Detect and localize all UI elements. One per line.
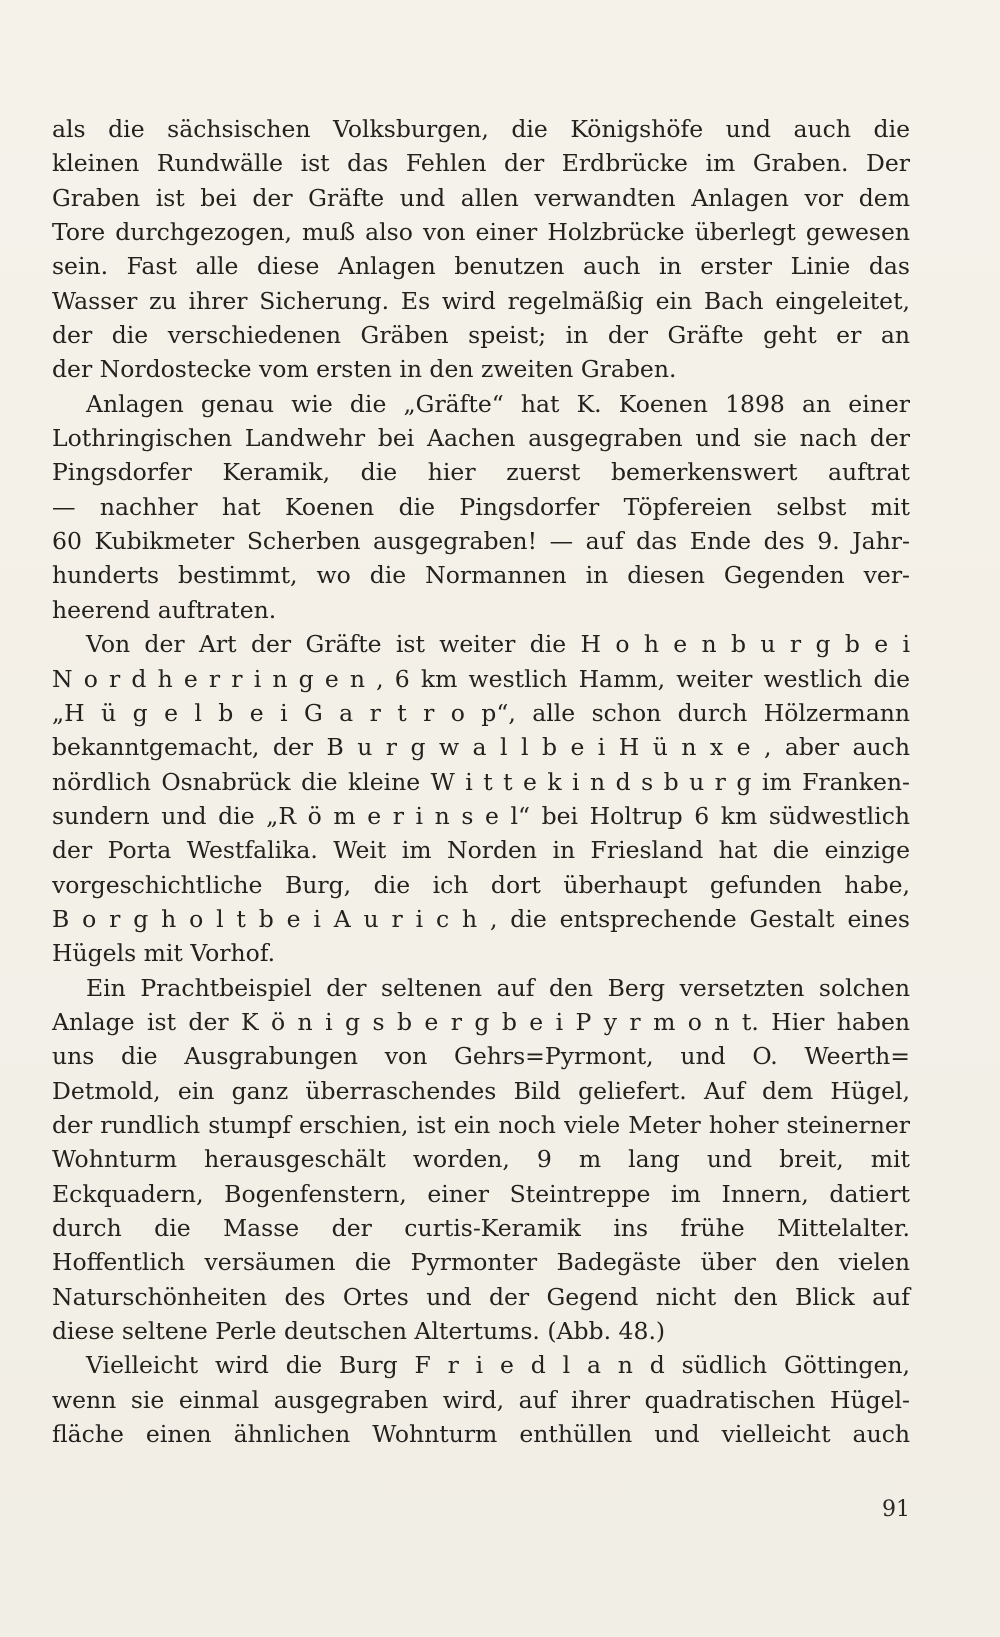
text-line: heerend auftraten. [52, 595, 277, 624]
text-line: bekanntgemacht, der B u r g w a l l b e i H ü n x e , aber auch [52, 733, 910, 762]
text-line: der die verschiedenen Gräben speist; in der Gräfte geht er an [52, 321, 910, 350]
text-line: Naturschönheiten des Ortes und der Gegend nicht den Blick auf [52, 1282, 910, 1311]
text-line: Von der Art der Gräfte ist weiter die H o h e n b u r g b e i [86, 630, 910, 659]
text-line: Vielleicht wird die Burg F r i e d l a n d südlich Göttingen, [86, 1351, 910, 1380]
text-line: B o r g h o l t b e i A u r i c h , die entsprechende Gestalt eines [52, 904, 910, 933]
body-text [52, 112, 910, 1451]
text-line: diese seltene Perle deutschen Altertums. (Abb. 48.) [52, 1317, 666, 1346]
text-line: hunderts bestimmt, wo die Normannen in diesen Gegenden ver- [52, 561, 910, 590]
text-line: Graben ist bei der Gräfte und allen verwandten Anlagen vor dem [52, 183, 910, 212]
text-line: kleinen Rundwälle ist das Fehlen der Erdbrücke im Graben. Der [52, 149, 910, 178]
text-line: Anlagen genau wie die „Gräfte“ hat K. Koenen 1898 an einer [86, 389, 910, 418]
text-line: wenn sie einmal ausgegraben wird, auf ihrer quadratischen Hügel- [52, 1385, 910, 1414]
text-line: — nachher hat Koenen die Pingsdorfer Töpfereien selbst mit [52, 492, 910, 521]
text-line: Hügels mit Vorhof. [52, 939, 276, 968]
text-line: Hoffentlich versäumen die Pyrmonter Badegäste über den vielen [52, 1248, 910, 1277]
text-line: Pingsdorfer Keramik, die hier zuerst bemerkenswert auftrat [52, 458, 910, 487]
text-line: Lothringischen Landwehr bei Aachen ausgegraben und sie nach der [52, 424, 910, 453]
text-line: der Nordostecke vom ersten in den zweiten Graben. [52, 355, 677, 384]
text-line: als die sächsischen Volksburgen, die Königshöfe und auch die [52, 115, 910, 143]
page-number: 91 [882, 1497, 910, 1522]
text-line: der Porta Westfalika. Weit im Norden in Friesland hat die einzige [52, 836, 910, 865]
text-line: Wohnturm herausgeschält worden, 9 m lang und breit, mit [52, 1145, 910, 1174]
text-line: vorgeschichtliche Burg, die ich dort überhaupt gefunden habe, [52, 870, 910, 899]
text-line: „H ü g e l b e i G a r t r o p“, alle schon durch Hölzermann [52, 698, 910, 727]
text-line: sundern und die „R ö m e r i n s e l“ bei Holtrup 6 km südwestlich [52, 801, 910, 830]
text-line: Eckquadern, Bogenfenstern, einer Steintreppe im Innern, datiert [52, 1179, 910, 1208]
text-line: Tore durchgezogen, muß also von einer Holzbrücke überlegt gewesen [52, 218, 910, 247]
text-line: N o r d h e r r i n g e n , 6 km westlich Hamm, weiter westlich die [52, 664, 910, 693]
text-line: fläche einen ähnlichen Wohnturm enthüllen und vielleicht auch [52, 1420, 910, 1449]
text-line: nördlich Osnabrück die kleine W i t t e k i n d s b u r g im Franken- [52, 767, 910, 796]
text-line: sein. Fast alle diese Anlagen benutzen auch in erster Linie das [52, 252, 910, 281]
text-line: Detmold, ein ganz überraschendes Bild geliefert. Auf dem Hügel, [52, 1076, 910, 1105]
text-line: 60 Kubikmeter Scherben ausgegraben! — auf das Ende des 9. Jahr- [52, 527, 910, 556]
text-line: durch die Masse der curtis-Keramik ins frühe Mittelalter. [52, 1214, 910, 1242]
text-line: Wasser zu ihrer Sicherung. Es wird regelmäßig ein Bach eingeleitet, [52, 286, 910, 315]
text-line: Ein Prachtbeispiel der seltenen auf den Berg versetzten solchen [86, 973, 910, 1002]
text-line: der rundlich stumpf erschien, ist ein noch viele Meter hoher steinerner [52, 1110, 910, 1139]
text-line: uns die Ausgrabungen von Gehrs=Pyrmont, und O. Weerth= [52, 1042, 910, 1071]
text-line: Anlage ist der K ö n i g s b e r g b e i P y r m o n t. Hier haben [52, 1007, 910, 1036]
